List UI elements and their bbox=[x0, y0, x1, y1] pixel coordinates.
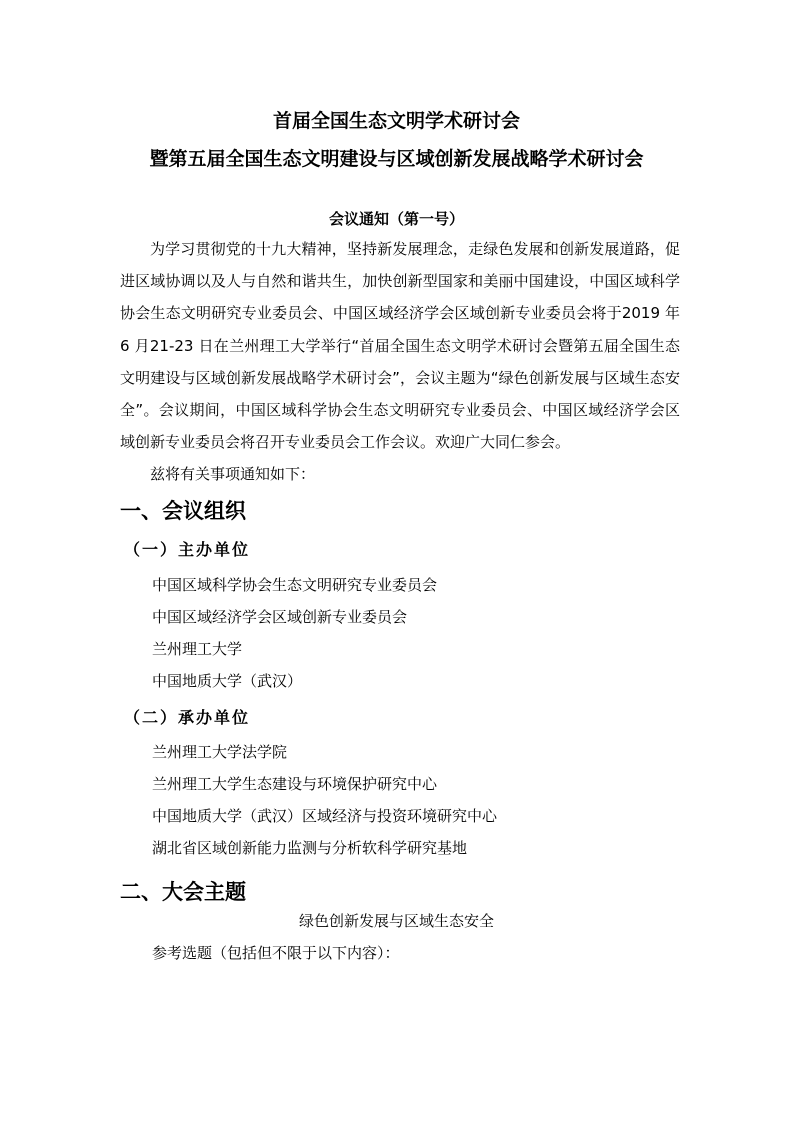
document-title-line2: 暨第五届全国生态文明建设与区域创新发展战略学术研讨会 bbox=[149, 148, 644, 170]
section1-heading: 一、会议组织 bbox=[120, 499, 246, 523]
section2-heading: 二、大会主题 bbox=[120, 880, 246, 904]
organizer-item: 湖北省区域创新能力监测与分析软科学研究基地 bbox=[152, 839, 468, 857]
host-item: 兰州理工大学 bbox=[152, 640, 243, 658]
organizer-item: 兰州理工大学生态建设与环境保护研究中心 bbox=[152, 775, 438, 793]
topics-intro: 参考选题（包括但不限于以下内容）： bbox=[152, 944, 400, 962]
intro-text: 为学习贯彻党的十九大精神，坚持新发展理念，走绿色发展和创新发展道路，促进区域协调以及人与自然和谐共生，加快创新型国家和美丽中国建设，中国区域科学协会生态文明研究专业委员会、中国区域经济学会区域创新专业委员会将于2019 年6 月21-23 日在兰州理工大学举行“首届全国生态文明学术研讨会暨第五届全国生态文明建设与区域创新发展战略学术研讨会”，会议主题为“绿色创新发展与区域生态安全”。会议期间，中国区域科学协会生态文明研究专业委员会、中国区域经济学会区域创新专业委员会将召开专业委员会工作会议。欢迎广大同仁参会。 bbox=[120, 240, 680, 452]
host-heading: （一）主办单位 bbox=[124, 540, 251, 559]
document-title-line1: 首届全国生态文明学术研讨会 bbox=[272, 110, 520, 132]
organizer-item: 兰州理工大学法学院 bbox=[152, 743, 288, 761]
intro-followup: 兹将有关事项通知如下： bbox=[150, 465, 316, 484]
intro-paragraph bbox=[120, 233, 680, 491]
host-item: 中国地质大学（武汉） bbox=[152, 672, 303, 690]
host-item: 中国区域科学协会生态文明研究专业委员会 bbox=[152, 576, 438, 594]
notice-number: 会议通知（第一号） bbox=[328, 210, 464, 228]
organizer-heading: （二）承办单位 bbox=[124, 708, 251, 727]
organizer-item: 中国地质大学（武汉）区域经济与投资环境研究中心 bbox=[152, 807, 498, 825]
conference-theme: 绿色创新发展与区域生态安全 bbox=[298, 912, 494, 930]
host-item: 中国区域经济学会区域创新专业委员会 bbox=[152, 608, 408, 626]
